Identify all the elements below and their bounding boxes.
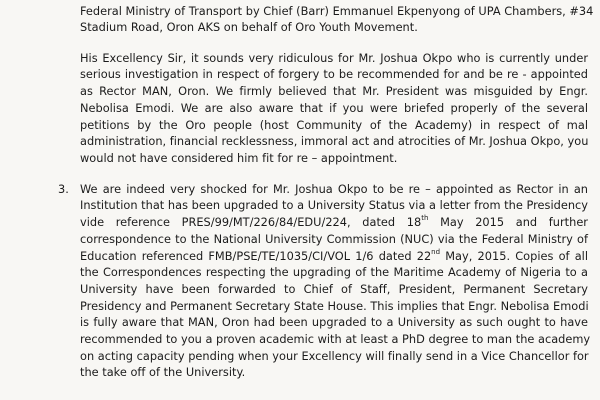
- paragraph-2-line-3: as Rector MAN, Oron. We firmly believed that Mr. President was misguided by Engr.: [80, 84, 588, 98]
- paragraph-3-line-3-text-b: May 2015 and further: [428, 215, 588, 229]
- paragraph-3-line-5-text-a: Education referenced FMB/PSE/TE/1035/CI/VOL 1/6 dated 22: [80, 249, 432, 263]
- paragraph-3-line-5-superscript: nd: [431, 248, 441, 257]
- paragraph-3-line-3: [80, 214, 588, 230]
- paragraph-2-line-7: would not have considered him fit for re – appointment.: [80, 151, 398, 165]
- paragraph-2-line-5: petitions by the Oro people (host Community of the Academy) in respect of mal: [80, 118, 588, 132]
- paragraph-1-line-2: Stadium Road, Oron AKS on behalf of Oro Youth Movement.: [80, 20, 418, 34]
- paragraph-3-line-6: the Correspondences respecting the upgrading of the Maritime Academy of Nigeria to a: [80, 265, 588, 279]
- paragraph-3-line-11: on acting capacity pending when your Excellency will finally send in a Vice Chancellor for: [80, 349, 589, 363]
- paragraph-3-line-12: the take off of the University.: [80, 365, 246, 379]
- paragraph-3-number: 3.: [58, 182, 69, 196]
- paragraph-3-line-7: University have been forwarded to Chief of Staff, President, Permanent Secretary: [80, 282, 588, 296]
- paragraph-2-line-6: administration, financial recklessness, immoral act and atrocities of Mr. Joshua Okpo, you: [80, 134, 589, 148]
- paragraph-3-line-3-text-a: vide reference PRES/99/MT/226/84/EDU/224, dated 18: [80, 215, 422, 229]
- paragraph-3-line-2: Institution that has been upgraded to a University Status via a letter from the Presidency: [80, 198, 588, 212]
- paragraph-3-line-5-text-b: May, 2015. Copies of all: [440, 249, 588, 263]
- paragraph-2-line-4: Nebolisa Emodi. We are also aware that if you were briefed properly of the several: [80, 101, 588, 115]
- paragraph-3-line-10: recommended to you a proven academic with at least a PhD degree to man the academy: [80, 332, 591, 346]
- paragraph-3-line-8: Presidency and Permanent Secretary State House. This implies that Engr. Nebolisa Emodi: [80, 299, 589, 313]
- paragraph-3-line-1: We are indeed very shocked for Mr. Joshua Okpo to be re – appointed as Rector in an: [80, 182, 588, 196]
- paragraph-3-line-5: [80, 248, 588, 264]
- paragraph-2-line-1: His Excellency Sir, it sounds very ridiculous for Mr. Joshua Okpo who is currently under: [80, 51, 588, 65]
- paragraph-2-line-2: serious investigation in respect of forgery to be recommended for and be re - appointed: [80, 67, 588, 81]
- paragraph-3-line-3-superscript: th: [421, 214, 429, 223]
- paragraph-3-line-4: correspondence to the National University Commission (NUC) via the Federal Ministry of: [80, 232, 588, 246]
- paragraph-1-line-1: Federal Ministry of Transport by Chief (Barr) Emmanuel Ekpenyong of UPA Chambers, #34: [80, 4, 594, 18]
- paragraph-3-line-9: is fully aware that MAN, Oron had been upgraded to a University as such ought to have: [80, 315, 588, 329]
